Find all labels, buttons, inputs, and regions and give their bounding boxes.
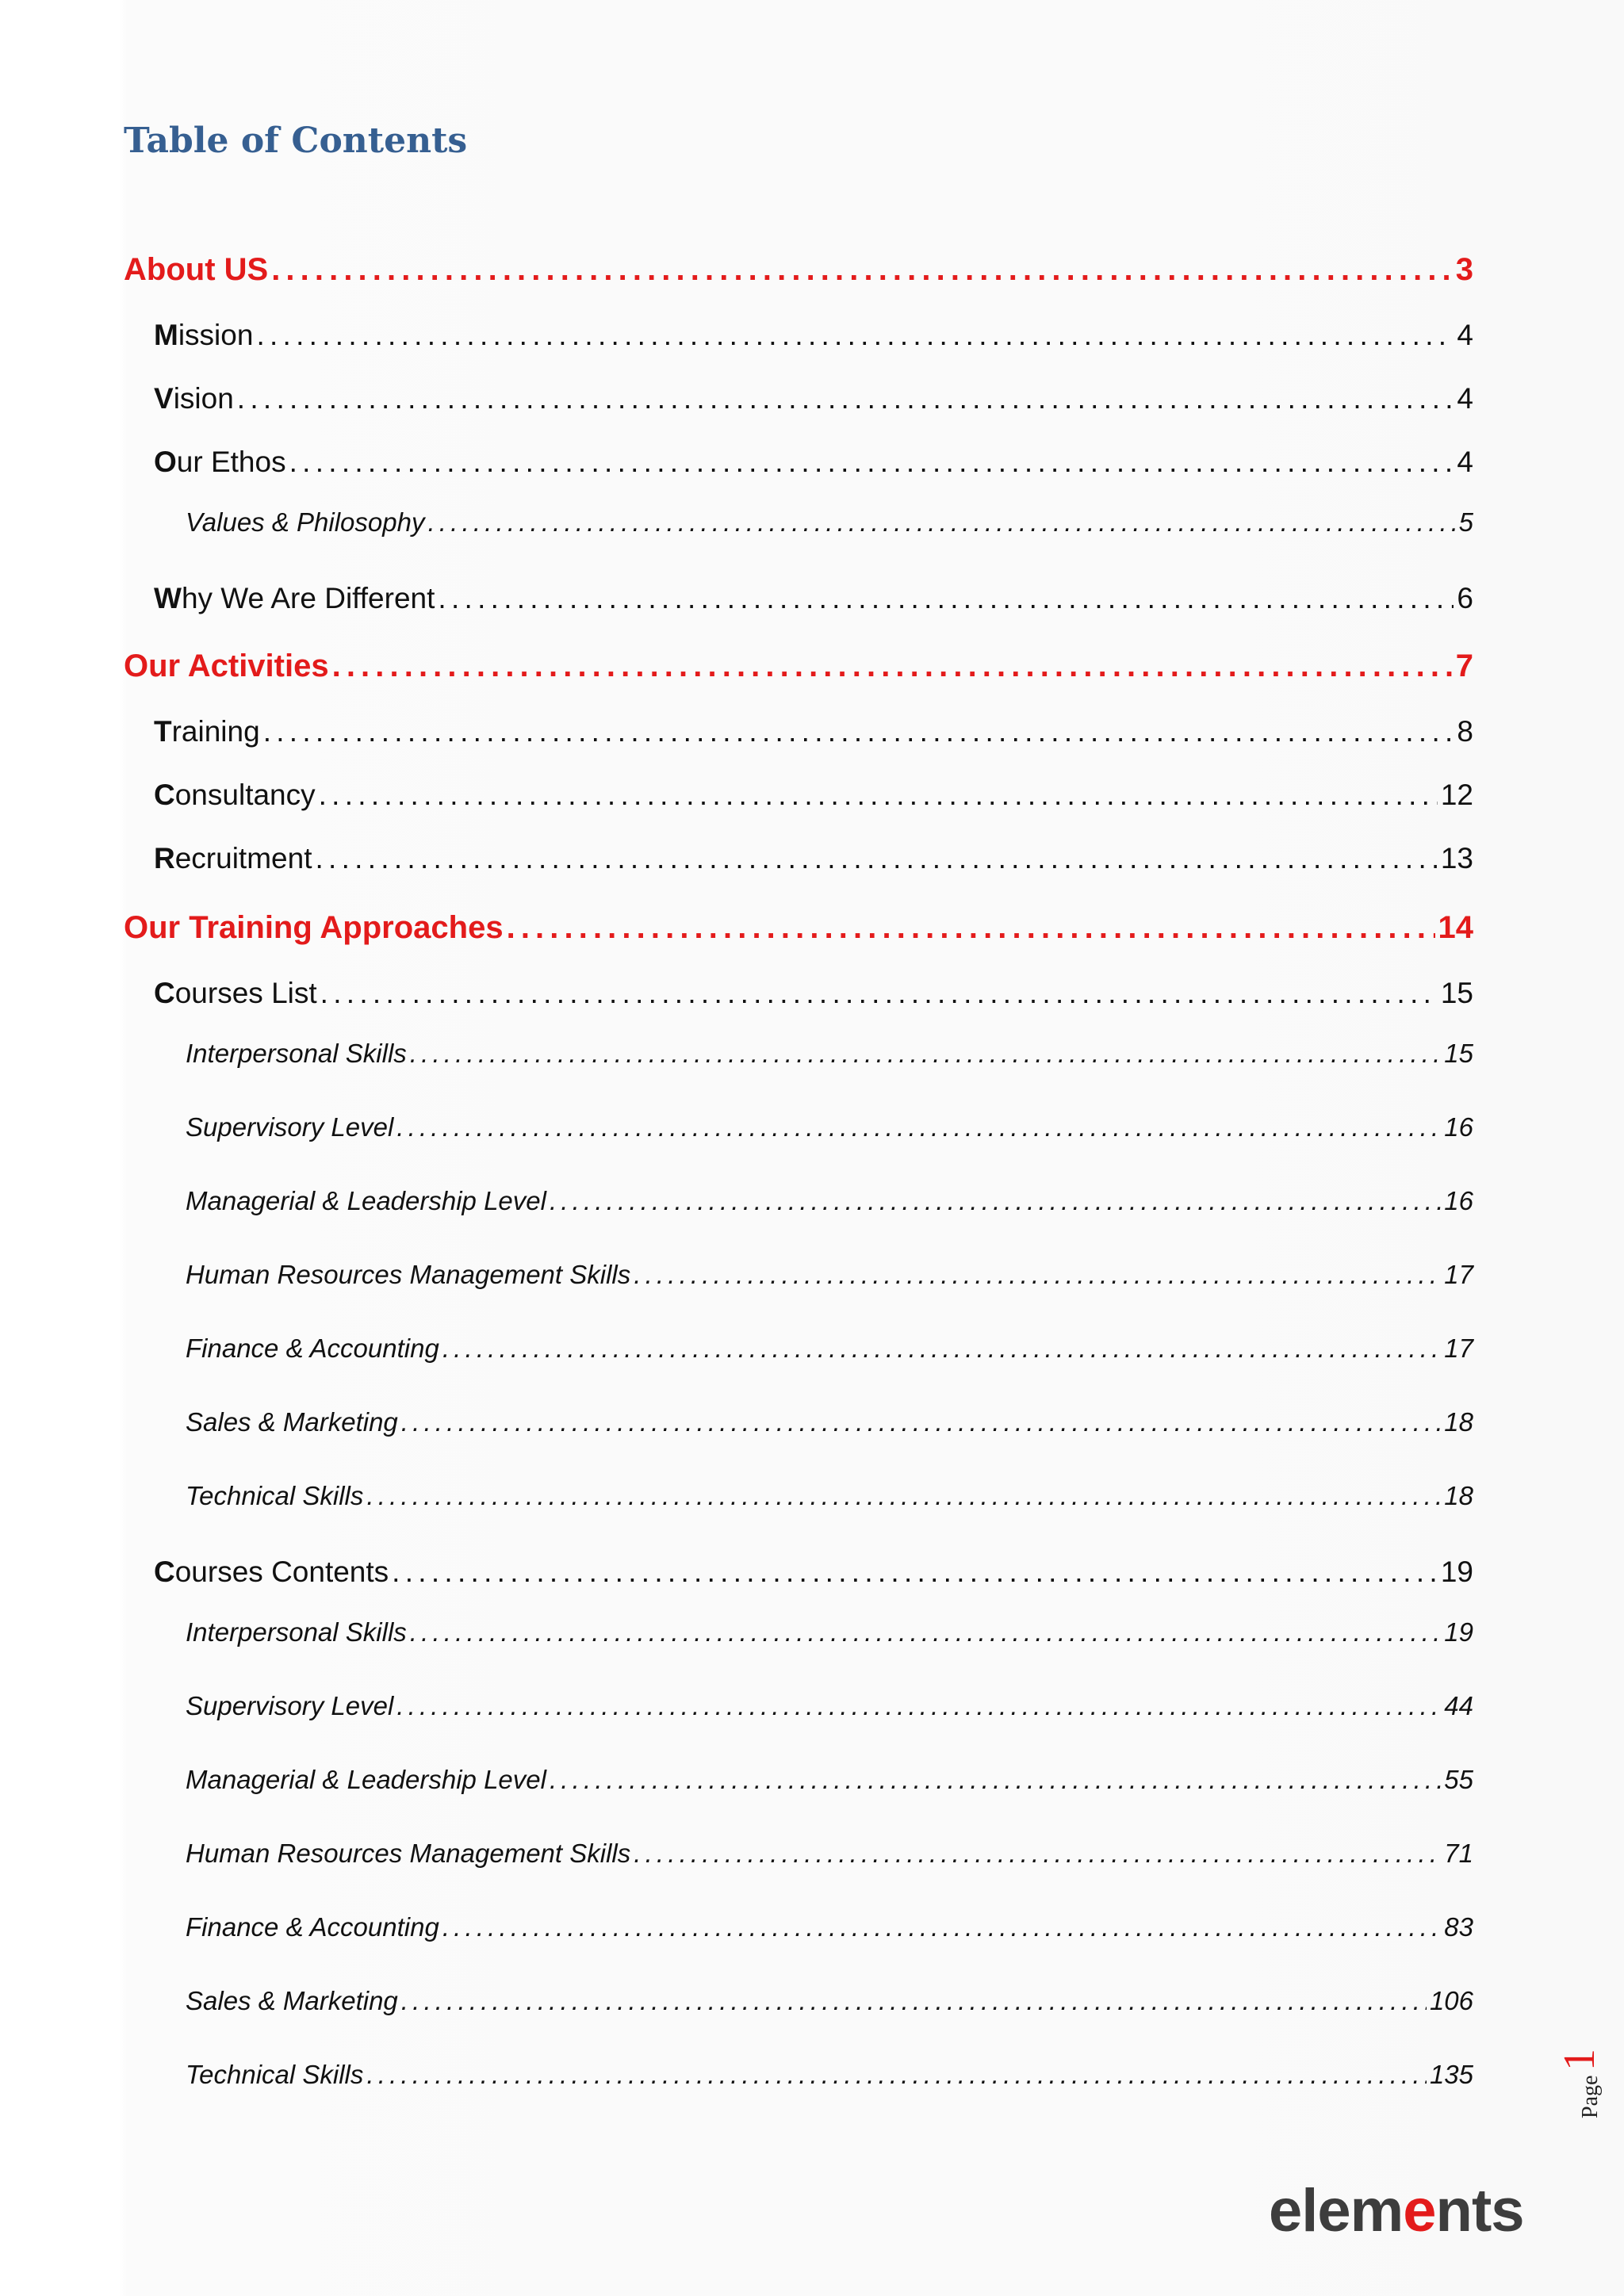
toc-page-number: 4 [1457, 446, 1473, 478]
toc-entry-text: Sales & Marketing [186, 1407, 398, 1437]
toc-entry-level-2[interactable] [154, 977, 1473, 1010]
dot-leader [438, 582, 1454, 615]
dot-leader [442, 1334, 1441, 1364]
toc-entry-level-2[interactable] [154, 446, 1473, 479]
toc-entry-text: raining [171, 715, 260, 748]
toc-entry-text: ission [178, 319, 254, 351]
toc-entry-label [186, 1334, 439, 1364]
toc-entry-text: hy We Are Different [181, 582, 435, 614]
toc-entry-initial: C [154, 1556, 175, 1588]
toc-page-number: 4 [1457, 319, 1473, 351]
toc-entry-text: Human Resources Management Skills [186, 1839, 631, 1868]
toc-entry-text: ourses Contents [174, 1556, 389, 1588]
toc-entry-text: Our Activities [124, 649, 329, 683]
dot-leader [366, 2060, 1427, 2090]
elements-logo [1269, 2176, 1524, 2245]
toc-page-number: 71 [1444, 1839, 1473, 1868]
toc-entry-level-3[interactable] [186, 507, 1473, 538]
toc-entry-level-2[interactable] [154, 319, 1473, 352]
dot-leader [366, 1481, 1441, 1511]
toc-entry-level-3[interactable] [186, 1617, 1473, 1647]
toc-entry-initial: C [154, 977, 175, 1009]
toc-entry-text: Finance & Accounting [186, 1334, 439, 1363]
toc-page-number: 13 [1440, 842, 1473, 874]
toc-entry-initial: W [154, 582, 182, 614]
toc-page-number: 16 [1444, 1112, 1473, 1142]
toc-page-number: 7 [1455, 649, 1473, 683]
page-title: Table of Contents [124, 121, 468, 161]
toc-page-number: 14 [1438, 910, 1473, 945]
toc-entry-label [154, 446, 286, 479]
toc-entry-label [186, 1407, 398, 1437]
dot-leader [410, 1617, 1441, 1647]
dot-leader [320, 977, 1438, 1010]
dot-leader [237, 382, 1454, 415]
toc-entry-level-3[interactable] [186, 1407, 1473, 1437]
toc-entry-text: About US [124, 252, 269, 287]
page-number: 1 [1555, 2049, 1604, 2071]
toc-entry-label [186, 1912, 439, 1942]
toc-entry-text: Human Resources Management Skills [186, 1260, 631, 1289]
toc-page-number: 12 [1440, 779, 1473, 811]
logo-mark: e [1403, 2177, 1436, 2244]
toc-entry-text: Technical Skills [186, 2060, 364, 2089]
toc-entry-label [186, 1112, 393, 1142]
toc-entry-level-3[interactable] [186, 1260, 1473, 1290]
toc-entry-label [154, 977, 317, 1010]
toc-page-number: 18 [1444, 1481, 1473, 1510]
dot-leader [256, 319, 1454, 352]
toc-entry-initial: R [154, 842, 175, 874]
logo-prefix: elem [1269, 2177, 1404, 2244]
toc-entry-level-2[interactable] [154, 779, 1473, 812]
dot-leader [401, 1407, 1441, 1437]
toc-entry-level-3[interactable] [186, 1691, 1473, 1721]
toc-entry-text: Sales & Marketing [186, 1986, 398, 2015]
toc-page-number: 16 [1444, 1186, 1473, 1215]
dot-leader [634, 1260, 1441, 1290]
dot-leader [507, 910, 1435, 946]
toc-page-number: 8 [1457, 715, 1473, 748]
toc-entry-level-2[interactable] [154, 842, 1473, 875]
toc-entry-label [186, 2060, 363, 2090]
toc-page-number: 17 [1444, 1334, 1473, 1363]
dot-leader [332, 649, 1453, 684]
toc-entry-text: Managerial & Leadership Level [186, 1765, 546, 1794]
toc-entry-label [154, 382, 234, 415]
toc-page-number: 6 [1457, 582, 1473, 614]
toc-entry-initial: V [154, 382, 174, 415]
toc-entry-text: ecruitment [174, 842, 312, 874]
toc-entry-text: Values & Philosophy [186, 507, 425, 537]
toc-entry-level-1[interactable] [124, 649, 1473, 684]
toc-entry-level-2[interactable] [154, 382, 1473, 415]
dot-leader [427, 507, 1455, 538]
toc-entry-text: onsultancy [174, 779, 316, 811]
toc-page-number: 5 [1458, 507, 1473, 537]
toc-entry-label [124, 649, 329, 684]
toc-entry-level-3[interactable] [186, 1334, 1473, 1364]
toc-entry-text: ur Ethos [176, 446, 286, 478]
toc-entry-text: Technical Skills [186, 1481, 364, 1510]
toc-entry-level-3[interactable] [186, 1039, 1473, 1069]
toc-page-number: 55 [1444, 1765, 1473, 1794]
dot-leader [410, 1039, 1441, 1069]
toc-entry-initial: T [154, 715, 172, 748]
toc-page-number: 18 [1444, 1407, 1473, 1437]
toc-entry-label [186, 1260, 630, 1290]
toc-entry-text: Managerial & Leadership Level [186, 1186, 546, 1215]
toc-page-number: 83 [1444, 1912, 1473, 1942]
dot-leader [401, 1986, 1427, 2016]
toc-entry-level-3[interactable] [186, 1986, 1473, 2016]
toc-entry-initial: O [154, 446, 177, 478]
toc-entry-label [186, 1839, 630, 1869]
toc-entry-level-3[interactable] [186, 1481, 1473, 1511]
toc-entry-label [186, 1481, 363, 1511]
dot-leader [550, 1186, 1441, 1216]
toc-entry-label [154, 779, 316, 812]
toc-entry-text: Interpersonal Skills [186, 1039, 407, 1068]
dot-leader [315, 842, 1437, 875]
toc-entry-level-3[interactable] [186, 1186, 1473, 1216]
dot-leader [392, 1556, 1438, 1589]
dot-leader [550, 1765, 1441, 1795]
toc-page-number: 19 [1444, 1617, 1473, 1647]
toc-entry-level-1[interactable] [124, 252, 1473, 288]
toc-entry-text: Supervisory Level [186, 1691, 394, 1720]
toc-entry-label [186, 1986, 398, 2016]
toc-entry-label [186, 1691, 393, 1721]
toc-entry-label [124, 910, 504, 946]
toc-page-number: 17 [1444, 1260, 1473, 1289]
toc-entry-label [154, 842, 312, 875]
toc-page-number: 15 [1440, 977, 1473, 1009]
dot-leader [271, 252, 1453, 288]
dot-leader [263, 715, 1454, 748]
toc-page-number: 15 [1444, 1039, 1473, 1068]
toc-entry-initial: C [154, 779, 175, 811]
toc-entry-level-3[interactable] [186, 1912, 1473, 1942]
toc-entry-text: Our Training Approaches [124, 910, 504, 945]
toc-entry-label [154, 715, 260, 748]
dot-leader [442, 1912, 1441, 1942]
toc-entry-label [154, 582, 435, 615]
toc-entry-initial: M [154, 319, 178, 351]
dot-leader [396, 1112, 1441, 1142]
toc-entry-label [186, 1765, 546, 1795]
toc-page-number: 3 [1455, 252, 1473, 287]
toc-entry-level-3[interactable] [186, 1112, 1473, 1142]
dot-leader [396, 1691, 1441, 1721]
toc-entry-label [154, 1556, 389, 1589]
toc-entry-level-2[interactable] [154, 715, 1473, 748]
toc-entry-text: ision [173, 382, 234, 415]
dot-leader [319, 779, 1438, 812]
toc-page-number: 106 [1429, 1986, 1473, 2015]
toc-entry-text: ourses List [174, 977, 317, 1009]
toc-page-number: 44 [1444, 1691, 1473, 1720]
toc-entry-label [124, 252, 268, 288]
dot-leader [289, 446, 1454, 479]
toc-page-number: 135 [1429, 2060, 1473, 2089]
logo-suffix: nts [1435, 2177, 1524, 2244]
page-word-label: Page [1578, 2075, 1603, 2118]
toc-entry-label [186, 1039, 407, 1069]
toc-page-number: 19 [1440, 1556, 1473, 1588]
toc-entry-level-3[interactable] [186, 1839, 1473, 1869]
toc-entry-label [186, 507, 424, 538]
toc-entry-label [186, 1186, 546, 1216]
toc-entry-text: Finance & Accounting [186, 1912, 439, 1942]
dot-leader [634, 1839, 1441, 1869]
toc-entry-text: Supervisory Level [186, 1112, 394, 1142]
toc-entry-label [154, 319, 253, 352]
toc-entry-level-2[interactable] [154, 582, 1473, 615]
toc-entry-level-3[interactable] [186, 1765, 1473, 1795]
toc-entry-label [186, 1617, 407, 1647]
toc-entry-text: Interpersonal Skills [186, 1617, 407, 1647]
toc-entry-level-1[interactable] [124, 910, 1473, 946]
toc-entry-level-3[interactable] [186, 2060, 1473, 2090]
toc-entry-level-2[interactable] [154, 1556, 1473, 1589]
toc-page-number: 4 [1457, 382, 1473, 415]
